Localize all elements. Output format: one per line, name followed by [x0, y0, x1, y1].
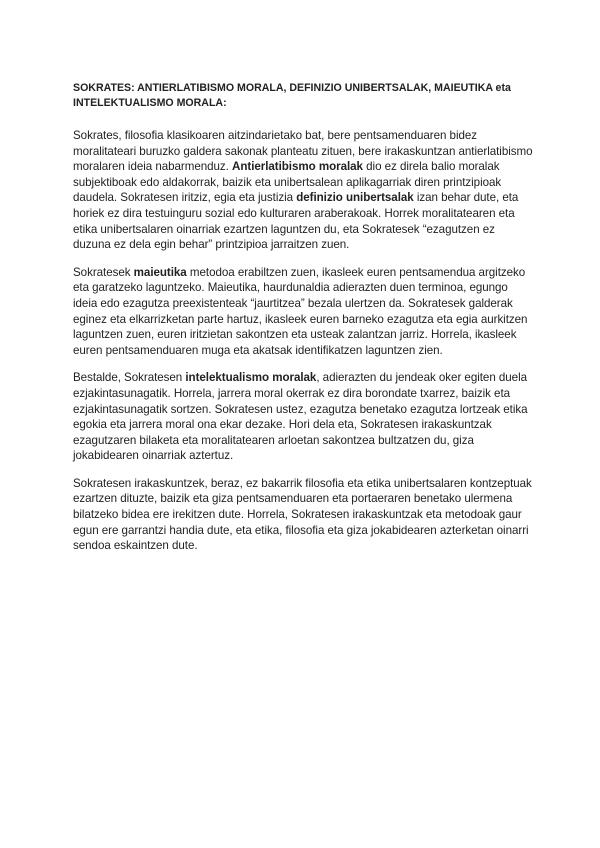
paragraph-text: dio ez direla balio moralak subjektiboak edo aldakorrak, baizik eta unibertsalean aplikagarriak diren printzipioak daudela. Sokratesen iritziz, egia eta justizia	[73, 160, 502, 205]
bold-term-definizio: definizio unibertsalak	[296, 191, 414, 205]
paragraph-maieutika	[73, 265, 535, 359]
paragraph-text: metodoa erabiltzen zuen, ikasleek euren pentsamendua argitzeko eta garatzeko laguntzeko. Maieutika, haurdunaldia adierazten duen terminoa, egungo ideia edo ezagutza preexistenteak “jaurtitzea” bezala ulertzen da. Sokratesek galderak eginez eta elkarrizketan parte hartuz, ikasleek euren barneko ezagutza eta egia aurkitzen laguntzen zuen, euren iritzietan sakontzen eta usteak zalantzan jarriz. Horrela, ikasleek euren pentsamenduaren muga eta akatsak identifikatzen laguntzen zien.	[73, 265, 528, 357]
paragraph-text: Sokratesek	[73, 265, 134, 279]
paragraph-text: , adierazten du jendeak oker egiten duela ezjakintasunagatik. Horrela, jarrera moral okerrak ez dira borondate txarrez, baizik eta ezjakintasunagatik sortzen. Sokratesen ustez, ezagutza benetako ezagutza lortzeak etika egokia eta jarrera moral ona ekar dezake. Hori dela eta, Sokratesen irakaskuntzak ezagutzaren bilaketa eta moralitatearen arloetan sakontzea bultzatzen du, giza jokabidearen oinarriak aztertuz.	[73, 371, 528, 463]
paragraph-text: Bestalde, Sokratesen	[73, 371, 186, 385]
paragraph-antierlatibismo	[73, 128, 535, 253]
paragraph-text: izan behar dute, eta horiek ez dira testuinguru sozial edo kulturaren araberakoak. Horrek moralitatearen eta etika unibertsalaren oinarriak ezartzen laguntzen du, eta Sokratesek “ezagutzen ez duzuna ez dela egin behar” printzipioa jarraitzen zuen.	[73, 191, 519, 252]
paragraph-text: Sokratesen irakaskuntzek, beraz, ez bakarrik filosofia eta etika unibertsalaren kontzeptuak ezartzen dituzte, baizik eta giza pentsamenduaren eta portaeraren benetako ulermena bilatzeko bidea ere irekitzen dute. Horrela, Sokratesen irakaskuntzak eta metodoak gaur egun ere garrantzi handia dute, eta etika, filosofia eta giza jokabidearen azterketan oinarri sendoa eskaintzen dute.	[73, 476, 532, 553]
bold-term-intelektualismo: intelektualismo moralak	[185, 371, 317, 385]
document-body	[73, 81, 535, 566]
paragraph-conclusion	[73, 476, 535, 554]
bold-term-antierlatibismo: Antierlatibismo moralak	[232, 160, 363, 174]
paragraph-intelektualismo	[73, 370, 535, 464]
paragraph-text: Sokrates, filosofia klasikoaren aitzindarietako bat, bere pentsamenduaren bidez moralitateari buruzko galdera sakonak planteatu zituen, bere irakaskuntzan antierlatibismo moralaren ideia nabarmenduz.	[73, 129, 533, 174]
bold-term-maieutika: maieutika	[133, 265, 187, 279]
document-title: SOKRATES: ANTIERLATIBISMO MORALA, DEFINIZIO UNIBERTSALAK, MAIEUTIKA eta INTELEKTUALISMO MORALA:	[73, 82, 511, 109]
